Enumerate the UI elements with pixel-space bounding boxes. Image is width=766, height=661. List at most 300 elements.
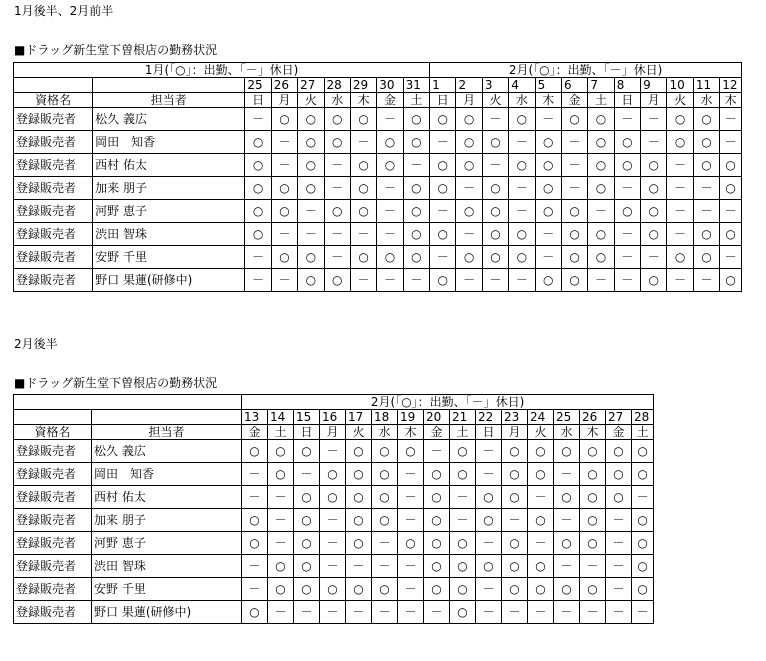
attendance-cell: － — [298, 223, 324, 246]
attendance-cell: － — [667, 200, 693, 223]
attendance-cell: － — [377, 223, 403, 246]
attendance-cell: － — [398, 555, 424, 578]
attendance-cell: － — [528, 532, 554, 555]
attendance-cell: － — [372, 555, 398, 578]
attendance-cell: － — [554, 555, 580, 578]
attendance-cell: － — [324, 154, 350, 177]
attendance-cell: ○ — [588, 131, 614, 154]
attendance-cell: ○ — [298, 177, 324, 200]
attendance-cell: ○ — [456, 246, 482, 269]
attendance-cell: ○ — [528, 509, 554, 532]
attendance-cell: ○ — [561, 269, 587, 292]
attendance-cell: ○ — [320, 486, 346, 509]
attendance-cell: ○ — [398, 440, 424, 463]
attendance-cell: － — [320, 601, 346, 624]
month2-caption: 2月(「○」：出勤、「－」休日) — [430, 63, 742, 78]
staff-name-cell: 加来 朋子 — [93, 177, 245, 200]
staff-name-cell: 安野 千里 — [93, 246, 245, 269]
attendance-cell: － — [398, 486, 424, 509]
table-row — [14, 223, 742, 246]
date-header: 20 — [424, 410, 450, 425]
attendance-cell: ○ — [398, 532, 424, 555]
attendance-cell: － — [641, 246, 667, 269]
attendance-cell: ○ — [298, 246, 324, 269]
date-header: 3 — [482, 78, 508, 93]
attendance-cell: － — [614, 223, 640, 246]
attendance-cell: － — [320, 509, 346, 532]
attendance-cell: ○ — [320, 578, 346, 601]
attendance-cell: ○ — [667, 246, 693, 269]
table-row — [14, 154, 742, 177]
attendance-cell: ○ — [502, 440, 528, 463]
date-header: 17 — [346, 410, 372, 425]
attendance-cell: ○ — [502, 555, 528, 578]
table-row — [14, 200, 742, 223]
attendance-cell: ○ — [606, 440, 632, 463]
attendance-cell: ○ — [535, 200, 561, 223]
attendance-cell: ○ — [528, 578, 554, 601]
date-header: 28 — [324, 78, 350, 93]
attendance-cell: － — [588, 269, 614, 292]
weekday-header: 日 — [476, 425, 502, 440]
attendance-cell: ○ — [424, 463, 450, 486]
attendance-cell: － — [456, 177, 482, 200]
staff-name-cell: 松久 義広 — [92, 440, 242, 463]
attendance-cell: － — [324, 246, 350, 269]
attendance-cell: ○ — [324, 131, 350, 154]
weekday-header: 木 — [398, 425, 424, 440]
date-header: 29 — [350, 78, 376, 93]
attendance-cell: － — [720, 131, 742, 154]
qualification-cell: 登録販売者 — [14, 131, 93, 154]
attendance-cell: ○ — [350, 177, 376, 200]
weekday-header: 木 — [535, 93, 561, 108]
attendance-cell: － — [268, 509, 294, 532]
attendance-cell: ○ — [245, 154, 271, 177]
attendance-cell: ○ — [372, 486, 398, 509]
attendance-cell: － — [509, 200, 535, 223]
staff-name-cell: 渋田 智珠 — [93, 223, 245, 246]
table-row — [14, 578, 654, 601]
attendance-cell: ○ — [430, 177, 456, 200]
attendance-cell: ○ — [580, 578, 606, 601]
attendance-cell: ○ — [720, 177, 742, 200]
attendance-cell: － — [377, 177, 403, 200]
attendance-cell: － — [268, 601, 294, 624]
attendance-cell: ○ — [350, 154, 376, 177]
attendance-cell: － — [320, 555, 346, 578]
weekday-header: 水 — [554, 425, 580, 440]
month1-caption: 1月(「○」：出勤、「－」休日) — [14, 63, 430, 78]
attendance-cell: ○ — [482, 246, 508, 269]
weekday-header: 土 — [403, 93, 429, 108]
attendance-cell: ○ — [245, 223, 271, 246]
weekday-header: 水 — [693, 93, 719, 108]
schedule-table-feb — [13, 394, 654, 624]
date-header: 16 — [320, 410, 346, 425]
attendance-cell: ○ — [350, 108, 376, 131]
attendance-cell: ○ — [667, 108, 693, 131]
attendance-cell: － — [667, 154, 693, 177]
weekday-header: 火 — [298, 93, 324, 108]
attendance-cell: ○ — [476, 555, 502, 578]
attendance-cell: ○ — [324, 108, 350, 131]
attendance-cell: ○ — [476, 509, 502, 532]
attendance-cell: ○ — [430, 154, 456, 177]
attendance-cell: － — [476, 440, 502, 463]
date-header: 21 — [450, 410, 476, 425]
column-header-staff: 担当者 — [92, 425, 242, 440]
attendance-cell: － — [641, 108, 667, 131]
attendance-cell: ○ — [450, 440, 476, 463]
attendance-cell: ○ — [535, 131, 561, 154]
column-header-staff: 担当者 — [93, 93, 245, 108]
weekday-header: 火 — [482, 93, 508, 108]
attendance-cell: ○ — [403, 246, 429, 269]
attendance-cell: － — [242, 578, 268, 601]
attendance-cell: － — [667, 223, 693, 246]
attendance-cell: ○ — [298, 131, 324, 154]
attendance-cell: － — [350, 223, 376, 246]
attendance-cell: － — [606, 578, 632, 601]
weekday-header: 火 — [346, 425, 372, 440]
attendance-cell: ○ — [482, 200, 508, 223]
attendance-cell: ○ — [346, 532, 372, 555]
column-header-qualification: 資格名 — [14, 425, 92, 440]
table-row — [14, 601, 654, 624]
column-header-qualification: 資格名 — [14, 93, 93, 108]
attendance-cell: ○ — [377, 154, 403, 177]
weekday-header: 日 — [614, 93, 640, 108]
attendance-cell: ○ — [667, 131, 693, 154]
table-row — [14, 532, 654, 555]
attendance-cell: ○ — [294, 578, 320, 601]
weekday-header: 火 — [667, 93, 693, 108]
weekday-header: 土 — [450, 425, 476, 440]
attendance-cell: － — [430, 131, 456, 154]
attendance-cell: － — [268, 486, 294, 509]
attendance-cell: ○ — [350, 200, 376, 223]
attendance-cell: ○ — [242, 532, 268, 555]
attendance-cell: － — [561, 131, 587, 154]
attendance-cell: ○ — [372, 509, 398, 532]
attendance-cell: ○ — [509, 223, 535, 246]
weekday-header: 日 — [430, 93, 456, 108]
attendance-cell: － — [350, 131, 376, 154]
attendance-cell: ○ — [424, 578, 450, 601]
attendance-cell: ○ — [720, 223, 742, 246]
attendance-cell: ○ — [298, 108, 324, 131]
date-header: 19 — [398, 410, 424, 425]
attendance-cell: ○ — [430, 108, 456, 131]
weekday-header: 月 — [641, 93, 667, 108]
blank-cell — [14, 78, 93, 93]
date-header: 24 — [528, 410, 554, 425]
attendance-cell: ○ — [245, 200, 271, 223]
date-header: 4 — [509, 78, 535, 93]
attendance-cell: ○ — [430, 269, 456, 292]
weekday-header: 木 — [350, 93, 376, 108]
attendance-cell: － — [372, 532, 398, 555]
attendance-cell: － — [554, 601, 580, 624]
attendance-cell: ○ — [632, 509, 654, 532]
attendance-cell: － — [502, 601, 528, 624]
date-header: 11 — [693, 78, 719, 93]
attendance-cell: ○ — [377, 131, 403, 154]
attendance-cell: － — [535, 246, 561, 269]
attendance-cell: － — [476, 578, 502, 601]
attendance-cell: － — [456, 269, 482, 292]
section1-heading: 1月後半、2月前半 — [14, 4, 114, 18]
attendance-cell: ○ — [424, 555, 450, 578]
table-row — [14, 269, 742, 292]
date-header: 18 — [372, 410, 398, 425]
qualification-cell: 登録販売者 — [14, 246, 93, 269]
attendance-cell: － — [403, 269, 429, 292]
attendance-cell: － — [271, 269, 297, 292]
attendance-cell: － — [720, 200, 742, 223]
attendance-cell: ○ — [242, 509, 268, 532]
staff-name-cell: 松久 義広 — [93, 108, 245, 131]
attendance-cell: ○ — [580, 463, 606, 486]
table-row — [14, 463, 654, 486]
attendance-cell: ○ — [450, 601, 476, 624]
attendance-cell: ○ — [450, 532, 476, 555]
attendance-cell: ○ — [403, 223, 429, 246]
attendance-cell: － — [667, 177, 693, 200]
attendance-cell: － — [509, 131, 535, 154]
attendance-cell: ○ — [580, 509, 606, 532]
attendance-cell: ○ — [450, 463, 476, 486]
date-header: 2 — [456, 78, 482, 93]
attendance-cell: ○ — [346, 509, 372, 532]
section1-table-title: ■ドラッグ新生堂下曽根店の勤務状況 — [14, 43, 218, 57]
attendance-cell: － — [606, 555, 632, 578]
attendance-cell: ○ — [294, 486, 320, 509]
attendance-cell: ○ — [502, 463, 528, 486]
attendance-cell: ○ — [298, 154, 324, 177]
qualification-cell: 登録販売者 — [14, 486, 92, 509]
attendance-cell: － — [693, 177, 719, 200]
attendance-cell: ○ — [268, 578, 294, 601]
qualification-cell: 登録販売者 — [14, 463, 92, 486]
attendance-cell: － — [614, 269, 640, 292]
attendance-cell: － — [245, 246, 271, 269]
attendance-cell: － — [476, 532, 502, 555]
attendance-cell: － — [606, 509, 632, 532]
attendance-cell: － — [242, 463, 268, 486]
attendance-cell: ○ — [245, 177, 271, 200]
date-header: 27 — [298, 78, 324, 93]
attendance-cell: ○ — [561, 200, 587, 223]
staff-name-cell: 野口 果蓮(研修中) — [92, 601, 242, 624]
attendance-cell: － — [377, 108, 403, 131]
staff-name-cell: 加来 朋子 — [92, 509, 242, 532]
attendance-cell: ○ — [502, 532, 528, 555]
attendance-cell: ○ — [720, 269, 742, 292]
month-caption: 2月(「○」：出勤、「－」休日) — [242, 395, 654, 410]
attendance-cell: ○ — [588, 177, 614, 200]
attendance-cell: － — [509, 269, 535, 292]
section2-table-title: ■ドラッグ新生堂下曽根店の勤務状況 — [14, 376, 218, 390]
attendance-cell: － — [324, 223, 350, 246]
attendance-cell: － — [720, 108, 742, 131]
attendance-cell: － — [245, 269, 271, 292]
staff-name-cell: 岡田 知香 — [92, 463, 242, 486]
date-header: 15 — [294, 410, 320, 425]
weekday-header: 木 — [720, 93, 742, 108]
attendance-cell: － — [667, 269, 693, 292]
attendance-cell: ○ — [424, 486, 450, 509]
attendance-cell: － — [482, 269, 508, 292]
weekday-header: 水 — [509, 93, 535, 108]
attendance-cell: － — [424, 601, 450, 624]
attendance-cell: ○ — [482, 177, 508, 200]
date-header: 25 — [245, 78, 271, 93]
table-row — [14, 246, 742, 269]
attendance-cell: － — [242, 555, 268, 578]
date-header: 31 — [403, 78, 429, 93]
date-header: 1 — [430, 78, 456, 93]
attendance-cell: － — [561, 177, 587, 200]
attendance-cell: － — [456, 223, 482, 246]
date-header: 5 — [535, 78, 561, 93]
attendance-cell: － — [535, 223, 561, 246]
attendance-cell: － — [528, 486, 554, 509]
attendance-cell: ○ — [561, 108, 587, 131]
date-header: 9 — [641, 78, 667, 93]
date-header: 7 — [588, 78, 614, 93]
table-row — [14, 108, 742, 131]
date-header: 27 — [606, 410, 632, 425]
attendance-cell: ○ — [403, 108, 429, 131]
table-row — [14, 131, 742, 154]
weekday-header: 金 — [377, 93, 403, 108]
weekday-header: 月 — [271, 93, 297, 108]
attendance-cell: ○ — [502, 486, 528, 509]
attendance-cell: ○ — [588, 223, 614, 246]
qualification-cell: 登録販売者 — [14, 555, 92, 578]
attendance-cell: ○ — [294, 440, 320, 463]
date-header: 13 — [242, 410, 268, 425]
attendance-cell: － — [372, 601, 398, 624]
attendance-cell: ○ — [346, 578, 372, 601]
weekday-header: 月 — [320, 425, 346, 440]
attendance-cell: ○ — [641, 223, 667, 246]
date-header: 25 — [554, 410, 580, 425]
table-row — [14, 555, 654, 578]
attendance-cell: － — [476, 601, 502, 624]
qualification-cell: 登録販売者 — [14, 601, 92, 624]
attendance-cell: ○ — [476, 486, 502, 509]
weekday-header: 月 — [456, 93, 482, 108]
date-header: 8 — [614, 78, 640, 93]
attendance-cell: － — [476, 463, 502, 486]
qualification-cell: 登録販売者 — [14, 223, 93, 246]
staff-name-cell: 西村 佑太 — [92, 486, 242, 509]
attendance-cell: ○ — [554, 532, 580, 555]
attendance-cell: ○ — [535, 269, 561, 292]
attendance-cell: ○ — [580, 532, 606, 555]
attendance-cell: － — [554, 463, 580, 486]
attendance-cell: ○ — [614, 154, 640, 177]
attendance-cell: ○ — [294, 555, 320, 578]
attendance-cell: ○ — [403, 200, 429, 223]
attendance-cell: ○ — [298, 269, 324, 292]
table-row — [14, 440, 654, 463]
attendance-cell: ○ — [693, 246, 719, 269]
attendance-cell: － — [450, 486, 476, 509]
attendance-cell: ○ — [324, 269, 350, 292]
staff-name-cell: 河野 恵子 — [93, 200, 245, 223]
attendance-cell: － — [271, 223, 297, 246]
attendance-cell: － — [693, 269, 719, 292]
attendance-cell: ○ — [346, 486, 372, 509]
qualification-cell: 登録販売者 — [14, 108, 93, 131]
weekday-header: 金 — [242, 425, 268, 440]
attendance-cell: ○ — [535, 177, 561, 200]
staff-name-cell: 西村 佑太 — [93, 154, 245, 177]
attendance-cell: － — [720, 246, 742, 269]
attendance-cell: － — [509, 177, 535, 200]
attendance-cell: ○ — [614, 131, 640, 154]
attendance-cell: ○ — [693, 223, 719, 246]
qualification-cell: 登録販売者 — [14, 200, 93, 223]
attendance-cell: ○ — [554, 440, 580, 463]
attendance-cell: ○ — [588, 154, 614, 177]
weekday-header: 日 — [245, 93, 271, 108]
attendance-cell: ○ — [268, 555, 294, 578]
attendance-cell: － — [268, 532, 294, 555]
blank-cell — [93, 78, 245, 93]
attendance-cell: ○ — [606, 463, 632, 486]
weekday-header: 水 — [324, 93, 350, 108]
weekday-header: 木 — [580, 425, 606, 440]
attendance-cell: － — [632, 486, 654, 509]
date-header: 30 — [377, 78, 403, 93]
weekday-header: 日 — [294, 425, 320, 440]
attendance-cell: ○ — [245, 131, 271, 154]
attendance-cell: ○ — [294, 509, 320, 532]
attendance-cell: ○ — [456, 154, 482, 177]
attendance-cell: － — [294, 463, 320, 486]
attendance-cell: － — [271, 154, 297, 177]
attendance-cell: ○ — [424, 509, 450, 532]
table-row — [14, 509, 654, 532]
qualification-cell: 登録販売者 — [14, 440, 92, 463]
attendance-cell: － — [450, 509, 476, 532]
weekday-header: 水 — [372, 425, 398, 440]
blank-cell — [92, 410, 242, 425]
weekday-header: 金 — [561, 93, 587, 108]
weekday-header: 火 — [528, 425, 554, 440]
attendance-cell: ○ — [271, 246, 297, 269]
weekday-header: 土 — [588, 93, 614, 108]
attendance-cell: ○ — [324, 200, 350, 223]
blank-cell — [14, 410, 92, 425]
attendance-cell: ○ — [588, 246, 614, 269]
attendance-cell: ○ — [372, 463, 398, 486]
date-header: 14 — [268, 410, 294, 425]
weekday-header: 金 — [606, 425, 632, 440]
attendance-cell: － — [502, 509, 528, 532]
attendance-cell: ○ — [509, 154, 535, 177]
attendance-cell: － — [580, 555, 606, 578]
attendance-cell: ○ — [450, 578, 476, 601]
qualification-cell: 登録販売者 — [14, 269, 93, 292]
attendance-cell: － — [377, 269, 403, 292]
attendance-cell: － — [294, 601, 320, 624]
